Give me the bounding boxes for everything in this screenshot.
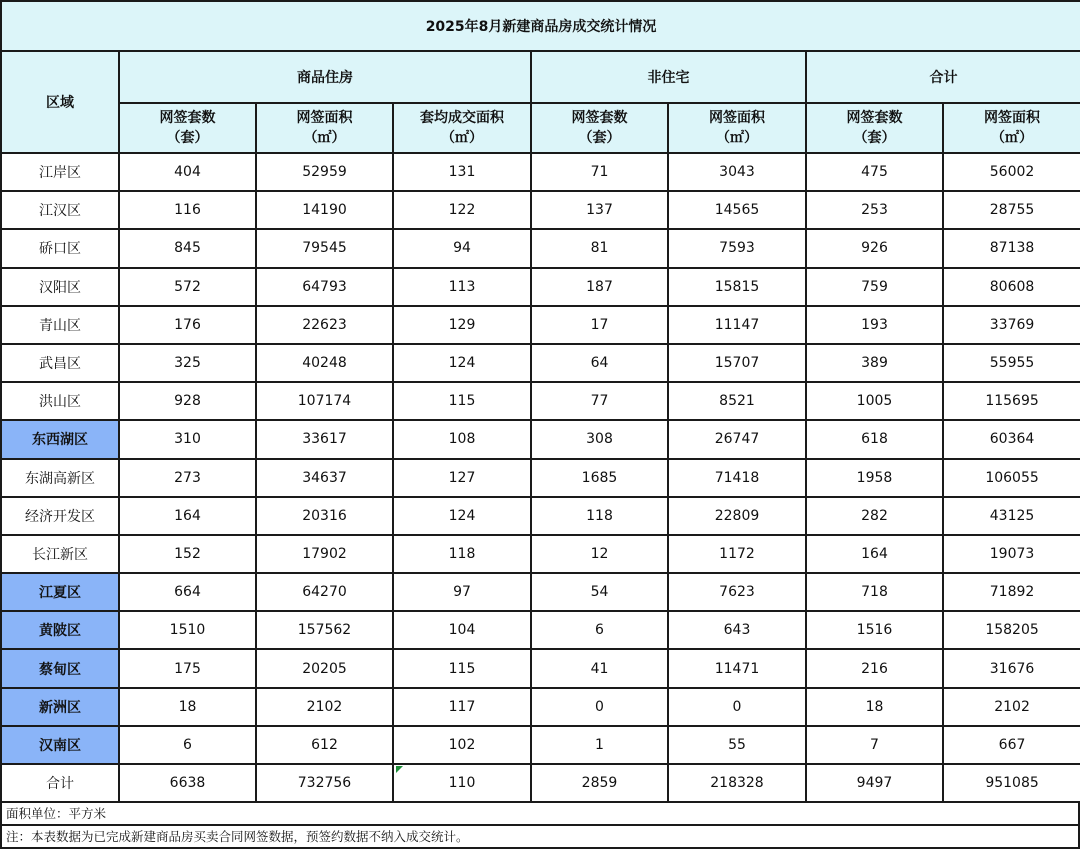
non-area-cell: 15707 <box>668 344 806 382</box>
region-cell: 经济开发区 <box>1 497 119 535</box>
non-count-cell: 41 <box>531 649 668 687</box>
total-res-count: 6638 <box>119 764 256 802</box>
non-area-cell: 71418 <box>668 459 806 497</box>
total-tot-count: 9497 <box>806 764 943 802</box>
tot-area-cell: 31676 <box>943 649 1080 687</box>
non-count-cell: 1685 <box>531 459 668 497</box>
header-res-area <box>256 103 393 153</box>
tot-count-cell: 216 <box>806 649 943 687</box>
region-cell: 江夏区 <box>1 573 119 611</box>
tot-count-cell: 926 <box>806 229 943 267</box>
tot-count-cell: 718 <box>806 573 943 611</box>
header-res-avg <box>393 103 531 153</box>
tot-count-cell: 1005 <box>806 382 943 420</box>
total-row <box>1 764 1080 802</box>
tot-count-cell: 1958 <box>806 459 943 497</box>
res-avg-cell: 94 <box>393 229 531 267</box>
res-avg-cell: 108 <box>393 420 531 458</box>
header-label: 网签面积 <box>709 110 765 126</box>
res-count-cell: 176 <box>119 306 256 344</box>
table-row <box>1 688 1080 726</box>
non-area-cell: 643 <box>668 611 806 649</box>
res-area-cell: 2102 <box>256 688 393 726</box>
header-label: 网签套数 <box>846 110 903 126</box>
res-avg-cell: 97 <box>393 573 531 611</box>
res-count-cell: 325 <box>119 344 256 382</box>
table-row <box>1 153 1080 191</box>
header-unit: （㎡） <box>303 130 346 146</box>
table-row <box>1 649 1080 687</box>
non-area-cell: 11147 <box>668 306 806 344</box>
footnote: 注：本表数据为已完成新建商品房买卖合同网签数据，预签约数据不纳入成交统计。 <box>0 826 1080 849</box>
res-count-cell: 175 <box>119 649 256 687</box>
res-count-cell: 164 <box>119 497 256 535</box>
tot-count-cell: 253 <box>806 191 943 229</box>
region-cell: 黄陂区 <box>1 611 119 649</box>
table-row <box>1 306 1080 344</box>
region-cell: 武昌区 <box>1 344 119 382</box>
tot-count-cell: 18 <box>806 688 943 726</box>
total-label: 合计 <box>1 764 119 802</box>
header-label: 网签面积 <box>296 110 353 126</box>
res-count-cell: 664 <box>119 573 256 611</box>
res-count-cell: 152 <box>119 535 256 573</box>
region-cell: 蔡甸区 <box>1 649 119 687</box>
header-group-total: 合计 <box>806 51 1080 103</box>
res-count-cell: 845 <box>119 229 256 267</box>
non-count-cell: 12 <box>531 535 668 573</box>
res-avg-cell: 124 <box>393 497 531 535</box>
tot-area-cell: 71892 <box>943 573 1080 611</box>
tot-count-cell: 389 <box>806 344 943 382</box>
cell-corner-mark <box>396 766 403 773</box>
non-count-cell: 54 <box>531 573 668 611</box>
res-area-cell: 20316 <box>256 497 393 535</box>
tot-area-cell: 33769 <box>943 306 1080 344</box>
tot-count-cell: 282 <box>806 497 943 535</box>
res-avg-cell: 131 <box>393 153 531 191</box>
res-area-cell: 40248 <box>256 344 393 382</box>
header-region: 区域 <box>1 51 119 153</box>
tot-area-cell: 19073 <box>943 535 1080 573</box>
table-row <box>1 535 1080 573</box>
non-area-cell: 1172 <box>668 535 806 573</box>
region-cell: 江岸区 <box>1 153 119 191</box>
total-non-area: 218328 <box>668 764 806 802</box>
res-area-cell: 612 <box>256 726 393 764</box>
res-count-cell: 572 <box>119 268 256 306</box>
res-area-cell: 33617 <box>256 420 393 458</box>
tot-count-cell: 759 <box>806 268 943 306</box>
header-label: 套均成交面积 <box>420 110 504 126</box>
tot-area-cell: 106055 <box>943 459 1080 497</box>
header-label: 网签套数 <box>571 110 628 126</box>
non-count-cell: 0 <box>531 688 668 726</box>
tot-area-cell: 28755 <box>943 191 1080 229</box>
non-area-cell: 14565 <box>668 191 806 229</box>
tot-count-cell: 1516 <box>806 611 943 649</box>
res-count-cell: 6 <box>119 726 256 764</box>
region-cell: 青山区 <box>1 306 119 344</box>
tot-count-cell: 7 <box>806 726 943 764</box>
res-area-cell: 107174 <box>256 382 393 420</box>
tot-area-cell: 115695 <box>943 382 1080 420</box>
res-avg-cell: 115 <box>393 382 531 420</box>
tot-area-cell: 158205 <box>943 611 1080 649</box>
header-label: 网签套数 <box>159 110 216 126</box>
non-area-cell: 7623 <box>668 573 806 611</box>
region-cell: 汉南区 <box>1 726 119 764</box>
table-row <box>1 726 1080 764</box>
region-cell: 新洲区 <box>1 688 119 726</box>
total-res-avg-value: 110 <box>448 775 476 792</box>
header-non-area <box>668 103 806 153</box>
total-non-count: 2859 <box>531 764 668 802</box>
header-non-count <box>531 103 668 153</box>
table-row <box>1 382 1080 420</box>
res-count-cell: 404 <box>119 153 256 191</box>
non-count-cell: 137 <box>531 191 668 229</box>
tot-area-cell: 667 <box>943 726 1080 764</box>
region-cell: 东西湖区 <box>1 420 119 458</box>
res-area-cell: 14190 <box>256 191 393 229</box>
tot-area-cell: 56002 <box>943 153 1080 191</box>
tot-count-cell: 193 <box>806 306 943 344</box>
header-tot-count <box>806 103 943 153</box>
header-group-nonresidential: 非住宅 <box>531 51 806 103</box>
total-res-area: 732756 <box>256 764 393 802</box>
res-avg-cell: 118 <box>393 535 531 573</box>
tot-count-cell: 475 <box>806 153 943 191</box>
total-res-avg <box>393 764 531 802</box>
tot-area-cell: 43125 <box>943 497 1080 535</box>
header-group-residential: 商品住房 <box>119 51 531 103</box>
non-area-cell: 0 <box>668 688 806 726</box>
res-area-cell: 17902 <box>256 535 393 573</box>
non-area-cell: 3043 <box>668 153 806 191</box>
tot-area-cell: 55955 <box>943 344 1080 382</box>
region-cell: 洪山区 <box>1 382 119 420</box>
non-count-cell: 71 <box>531 153 668 191</box>
res-avg-cell: 117 <box>393 688 531 726</box>
non-count-cell: 187 <box>531 268 668 306</box>
region-cell: 东湖高新区 <box>1 459 119 497</box>
non-count-cell: 118 <box>531 497 668 535</box>
tot-area-cell: 80608 <box>943 268 1080 306</box>
total-tot-area: 951085 <box>943 764 1080 802</box>
tot-area-cell: 60364 <box>943 420 1080 458</box>
res-avg-cell: 104 <box>393 611 531 649</box>
header-unit: （㎡） <box>991 130 1034 146</box>
table-row <box>1 344 1080 382</box>
tot-area-cell: 2102 <box>943 688 1080 726</box>
header-unit: （套） <box>578 130 621 146</box>
res-area-cell: 52959 <box>256 153 393 191</box>
res-area-cell: 20205 <box>256 649 393 687</box>
res-area-cell: 64793 <box>256 268 393 306</box>
header-unit: （㎡） <box>441 130 483 146</box>
table-row <box>1 268 1080 306</box>
res-area-cell: 64270 <box>256 573 393 611</box>
non-area-cell: 7593 <box>668 229 806 267</box>
region-cell: 汉阳区 <box>1 268 119 306</box>
region-cell: 江汉区 <box>1 191 119 229</box>
non-count-cell: 81 <box>531 229 668 267</box>
table-row <box>1 573 1080 611</box>
header-tot-area <box>943 103 1080 153</box>
area-unit-note: 面积单位：平方米 <box>0 803 1080 826</box>
res-area-cell: 22623 <box>256 306 393 344</box>
header-unit: （㎡） <box>716 130 758 146</box>
non-count-cell: 77 <box>531 382 668 420</box>
res-count-cell: 273 <box>119 459 256 497</box>
res-avg-cell: 124 <box>393 344 531 382</box>
region-cell: 硚口区 <box>1 229 119 267</box>
table-title: 2025年8月新建商品房成交统计情况 <box>1 1 1080 51</box>
non-count-cell: 6 <box>531 611 668 649</box>
res-area-cell: 157562 <box>256 611 393 649</box>
header-unit: （套） <box>166 130 209 146</box>
table-row <box>1 420 1080 458</box>
table-body <box>1 153 1080 764</box>
non-area-cell: 55 <box>668 726 806 764</box>
res-avg-cell: 102 <box>393 726 531 764</box>
header-res-count <box>119 103 256 153</box>
res-avg-cell: 113 <box>393 268 531 306</box>
table-row <box>1 459 1080 497</box>
non-area-cell: 11471 <box>668 649 806 687</box>
table-row <box>1 497 1080 535</box>
res-avg-cell: 122 <box>393 191 531 229</box>
res-count-cell: 928 <box>119 382 256 420</box>
res-count-cell: 310 <box>119 420 256 458</box>
non-area-cell: 22809 <box>668 497 806 535</box>
res-area-cell: 34637 <box>256 459 393 497</box>
res-count-cell: 116 <box>119 191 256 229</box>
non-count-cell: 64 <box>531 344 668 382</box>
tot-count-cell: 164 <box>806 535 943 573</box>
res-avg-cell: 129 <box>393 306 531 344</box>
res-count-cell: 1510 <box>119 611 256 649</box>
non-count-cell: 308 <box>531 420 668 458</box>
res-avg-cell: 115 <box>393 649 531 687</box>
header-unit: （套） <box>853 130 896 146</box>
res-count-cell: 18 <box>119 688 256 726</box>
tot-area-cell: 87138 <box>943 229 1080 267</box>
non-area-cell: 15815 <box>668 268 806 306</box>
table-row <box>1 229 1080 267</box>
non-area-cell: 26747 <box>668 420 806 458</box>
non-count-cell: 1 <box>531 726 668 764</box>
tot-count-cell: 618 <box>806 420 943 458</box>
non-count-cell: 17 <box>531 306 668 344</box>
region-cell: 长江新区 <box>1 535 119 573</box>
res-avg-cell: 127 <box>393 459 531 497</box>
res-area-cell: 79545 <box>256 229 393 267</box>
table-row <box>1 611 1080 649</box>
header-label: 网签面积 <box>984 110 1041 126</box>
table-row <box>1 191 1080 229</box>
non-area-cell: 8521 <box>668 382 806 420</box>
